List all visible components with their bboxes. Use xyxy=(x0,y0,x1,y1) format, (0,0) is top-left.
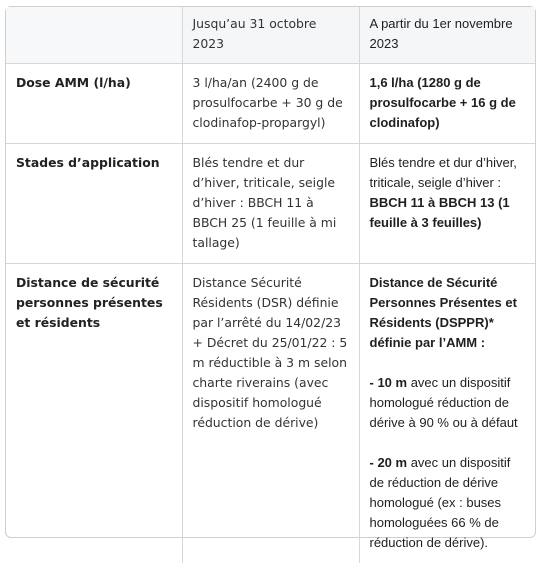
distance-after-title: Distance de Sécurité Personnes Présentes et Résidents (DSPPR)* définie par l’AMM : xyxy=(370,273,528,353)
distance-after-item-1-text: avec un dispositif homologué réduction de dérive à 90 % ou à défaut xyxy=(370,375,518,430)
cell-distance-after xyxy=(359,264,535,563)
header-before: Jusqu’au 31 octobre 2023 xyxy=(182,7,359,64)
cell-dose-before: 3 l/ha/an (2400 g de prosulfocarbe + 30 g de clodinafop-propargyl) xyxy=(182,64,359,144)
comparison-table xyxy=(6,7,535,563)
distance-after-item-1-bold: - 10 m xyxy=(370,375,408,390)
table-row xyxy=(6,144,535,264)
cell-stades-after xyxy=(359,144,535,264)
distance-after-item-1 xyxy=(370,373,528,433)
row-label-distance: Distance de sécurité personnes présentes et résidents xyxy=(6,264,182,563)
stades-after-intro: Blés tendre et dur d’hiver, triticale, seigle d’hiver : xyxy=(370,155,517,190)
distance-before-line-2: + Décret du 25/01/22 : 5 m réductible à 3 m selon charte riverains (avec dispositif homologué réduction de dérive) xyxy=(193,333,351,433)
table-header-row xyxy=(6,7,535,64)
row-label-dose: Dose AMM (l/ha) xyxy=(6,64,182,144)
cell-dose-after: 1,6 l/ha (1280 g de prosulfocarbe + 16 g de clodinafop) xyxy=(359,64,535,144)
cell-stades-before: Blés tendre et dur d’hiver, triticale, seigle d’hiver : BBCH 11 à BBCH 25 (1 feuille à mi tallage) xyxy=(182,144,359,264)
table-row xyxy=(6,64,535,144)
comparison-table-container xyxy=(5,6,536,538)
spacer xyxy=(370,433,528,453)
spacer xyxy=(370,353,528,373)
table-row xyxy=(6,264,535,563)
header-empty-cell xyxy=(6,7,182,64)
distance-after-item-2-bold: - 20 m xyxy=(370,455,408,470)
distance-after-item-2-text: avec un dispositif de réduction de dérive homologué (ex : buses homologuées 66 % de réduction de dérive). xyxy=(370,455,511,550)
cell-distance-before xyxy=(182,264,359,563)
stades-after-bold: BBCH 11 à BBCH 13 (1 feuille à 3 feuilles) xyxy=(370,195,510,230)
header-after: A partir du 1er novembre 2023 xyxy=(359,7,535,64)
row-label-stades: Stades d’application xyxy=(6,144,182,264)
distance-before-line-1: Distance Sécurité Résidents (DSR) définie par l’arrêté du 14/02/23 xyxy=(193,273,351,333)
distance-after-item-2 xyxy=(370,453,528,553)
